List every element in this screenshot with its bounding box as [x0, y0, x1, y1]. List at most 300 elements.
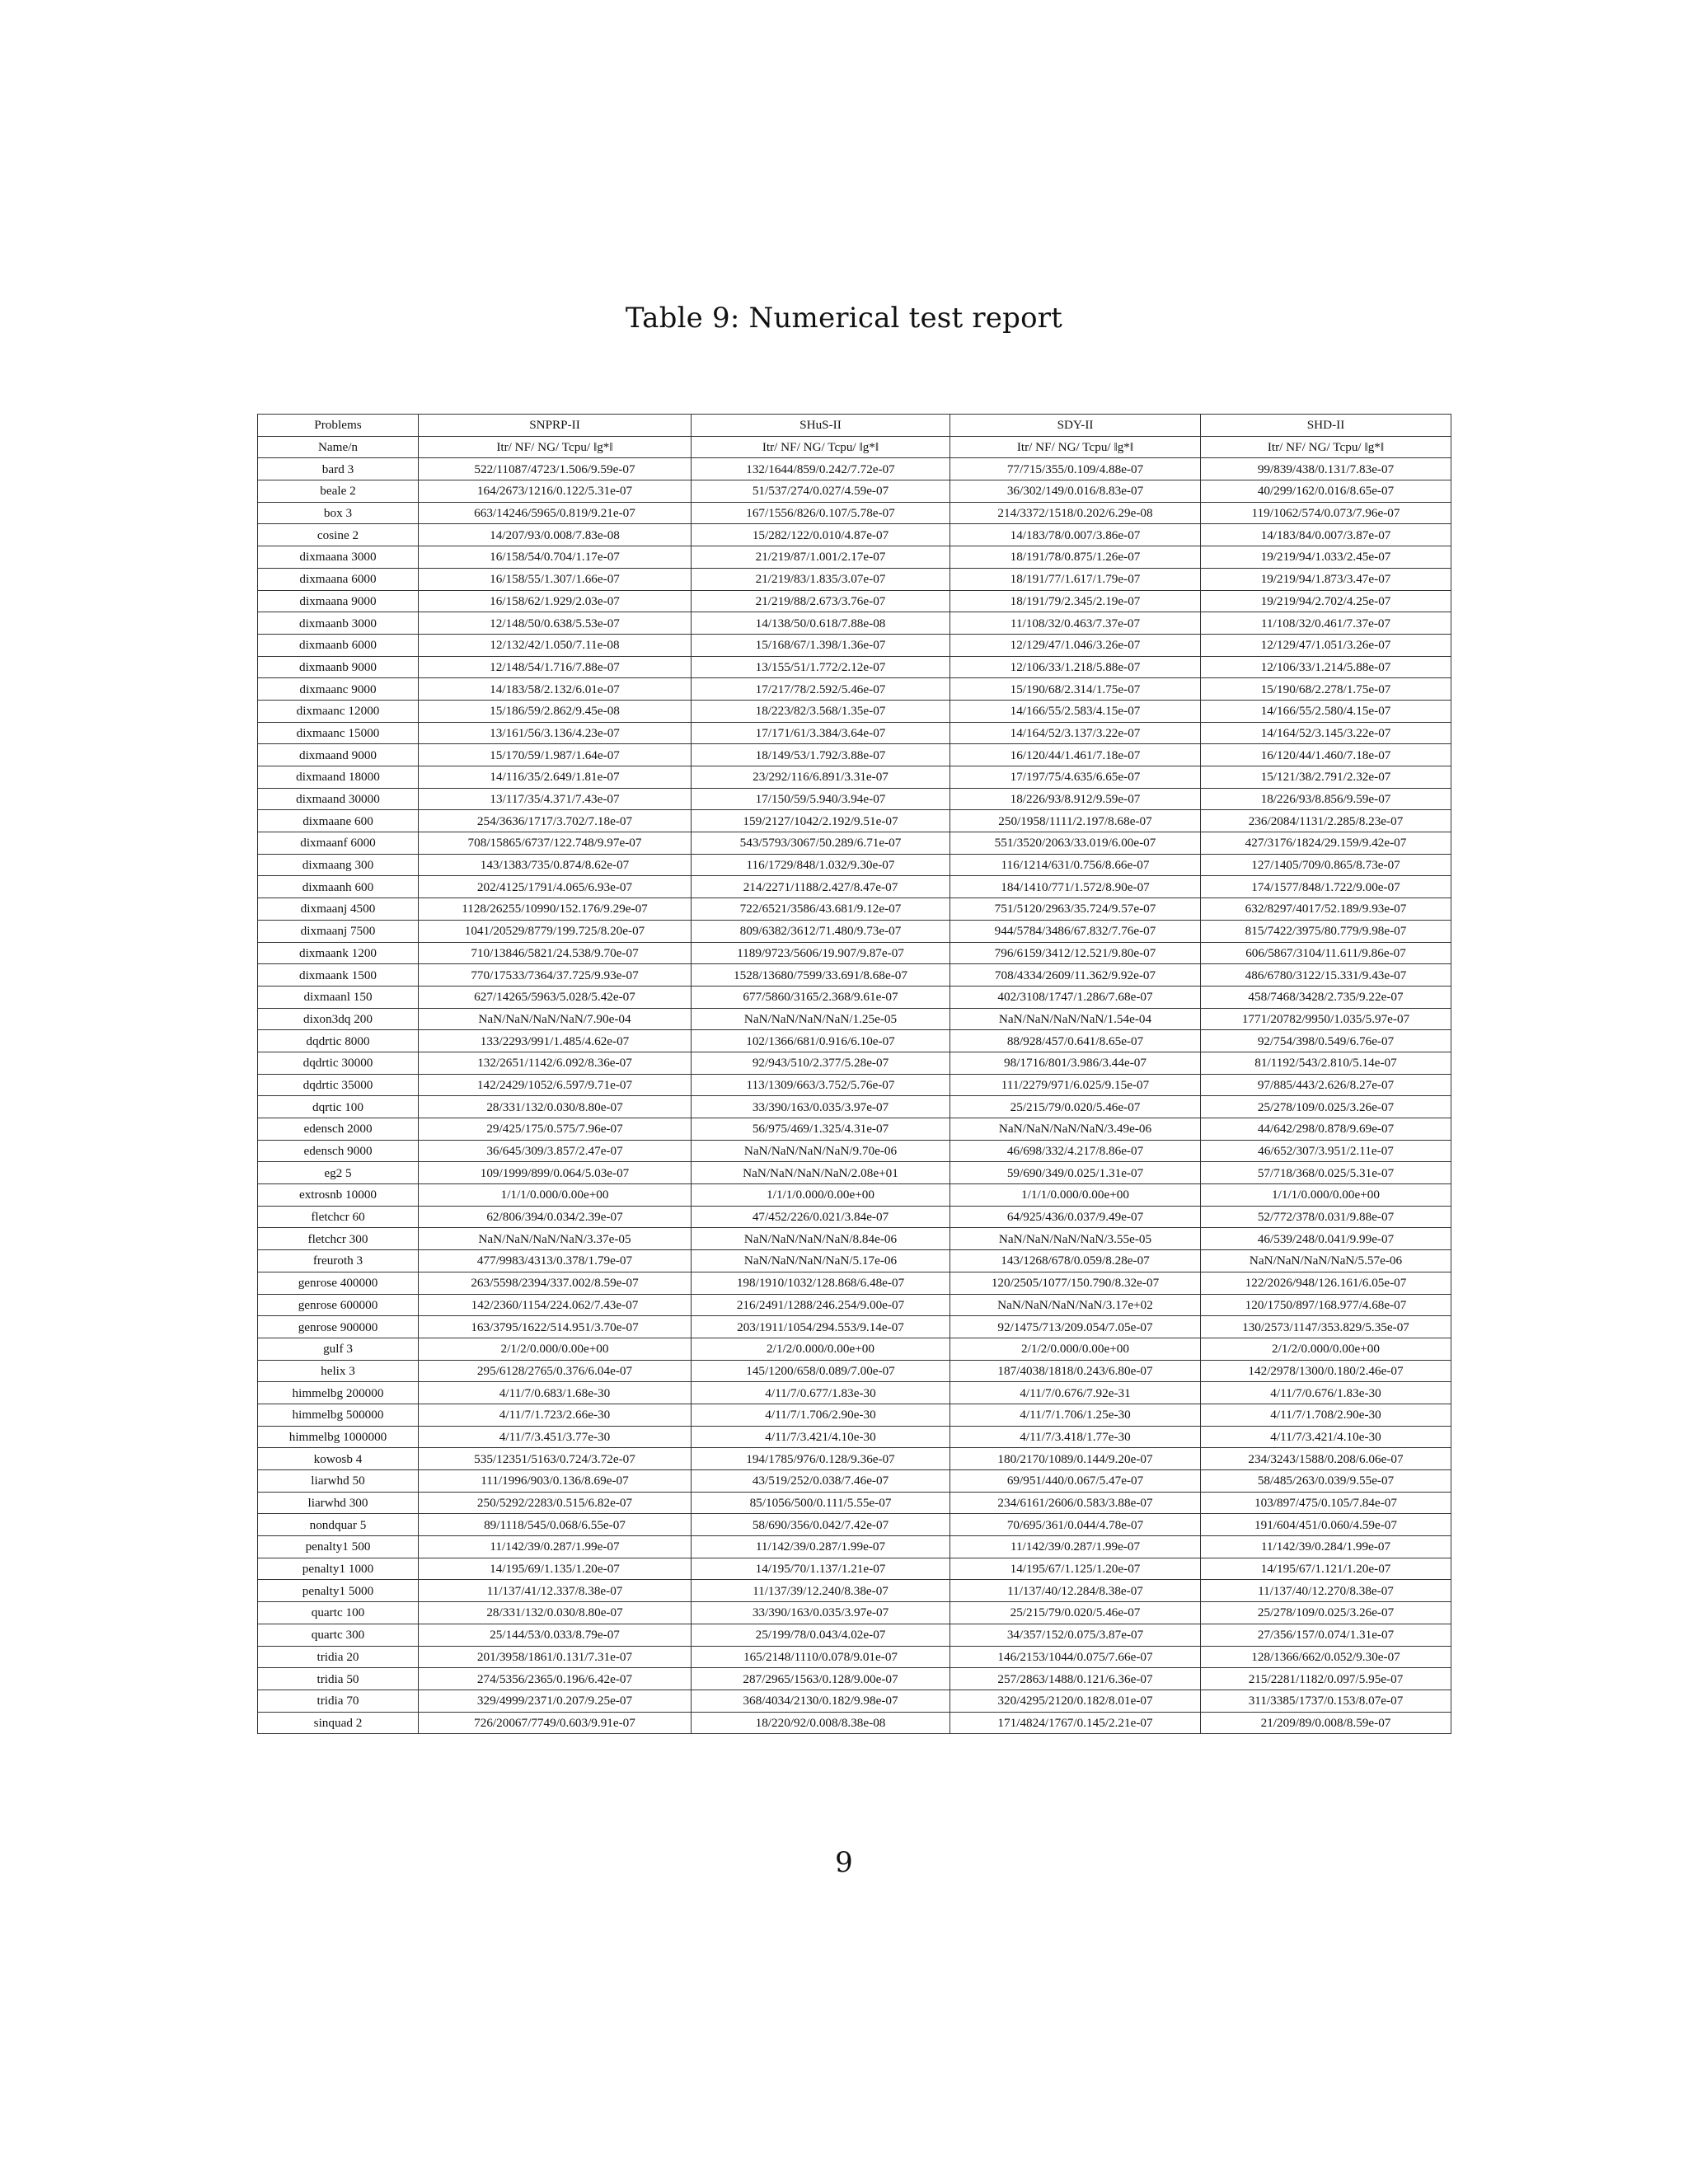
table-row: [258, 546, 1451, 569]
problem-name-cell: liarwhd 300: [258, 1492, 419, 1514]
result-cell: 12/129/47/1.051/3.26e-07: [1201, 634, 1451, 656]
result-cell: 4/11/7/3.421/4.10e-30: [692, 1426, 950, 1448]
result-cell: 12/148/54/1.716/7.88e-07: [419, 656, 692, 678]
numerical-test-report-table: [257, 414, 1451, 1734]
result-cell: 944/5784/3486/67.832/7.76e-07: [950, 920, 1201, 942]
result-cell: 11/137/40/12.270/8.38e-07: [1201, 1580, 1451, 1602]
result-cell: 551/3520/2063/33.019/6.00e-07: [950, 832, 1201, 855]
problem-name-cell: tridia 20: [258, 1646, 419, 1668]
result-cell: 4/11/7/1.706/2.90e-30: [692, 1404, 950, 1426]
problem-name-cell: penalty1 1000: [258, 1558, 419, 1580]
result-cell: 23/292/116/6.891/3.31e-07: [692, 766, 950, 789]
result-cell: 164/2673/1216/0.122/5.31e-07: [419, 480, 692, 503]
result-cell: 4/11/7/3.418/1.77e-30: [950, 1426, 1201, 1448]
result-cell: 201/3958/1861/0.131/7.31e-07: [419, 1646, 692, 1668]
result-cell: 15/190/68/2.314/1.75e-07: [950, 678, 1201, 701]
result-cell: 15/121/38/2.791/2.32e-07: [1201, 766, 1451, 789]
result-cell: 12/106/33/1.218/5.88e-07: [950, 656, 1201, 678]
result-cell: 4/11/7/0.676/1.83e-30: [1201, 1382, 1451, 1404]
result-cell: 102/1366/681/0.916/6.10e-07: [692, 1030, 950, 1052]
result-cell: 19/219/94/1.033/2.45e-07: [1201, 546, 1451, 569]
result-cell: 46/652/307/3.951/2.11e-07: [1201, 1140, 1451, 1162]
result-cell: 46/698/332/4.217/8.86e-07: [950, 1140, 1201, 1162]
result-cell: 142/2360/1154/224.062/7.43e-07: [419, 1294, 692, 1316]
problem-name-cell: box 3: [258, 502, 419, 524]
result-cell: 111/1996/903/0.136/8.69e-07: [419, 1470, 692, 1493]
result-cell: 295/6128/2765/0.376/6.04e-07: [419, 1360, 692, 1382]
result-cell: 13/117/35/4.371/7.43e-07: [419, 788, 692, 810]
problem-name-cell: dixmaank 1500: [258, 964, 419, 987]
result-cell: 14/195/67/1.121/1.20e-07: [1201, 1558, 1451, 1580]
result-cell: 710/13846/5821/24.538/9.70e-07: [419, 942, 692, 964]
table-row: [258, 722, 1451, 744]
result-cell: 159/2127/1042/2.192/9.51e-07: [692, 810, 950, 832]
result-cell: 142/2429/1052/6.597/9.71e-07: [419, 1074, 692, 1096]
result-cell: 14/207/93/0.008/7.83e-08: [419, 524, 692, 546]
table-row: [258, 612, 1451, 635]
result-cell: 4/11/7/0.676/7.92e-31: [950, 1382, 1201, 1404]
problem-name-cell: dixmaand 9000: [258, 744, 419, 766]
result-cell: 2/1/2/0.000/0.00e+00: [1201, 1338, 1451, 1360]
result-cell: 46/539/248/0.041/9.99e-07: [1201, 1228, 1451, 1250]
problem-name-cell: tridia 70: [258, 1690, 419, 1712]
result-cell: 274/5356/2365/0.196/6.42e-07: [419, 1668, 692, 1690]
result-cell: 14/166/55/2.583/4.15e-07: [950, 700, 1201, 722]
table-row: [258, 1646, 1451, 1668]
result-cell: 14/166/55/2.580/4.15e-07: [1201, 700, 1451, 722]
result-cell: 11/142/39/0.287/1.99e-07: [950, 1536, 1201, 1558]
header-row-metrics: [258, 436, 1451, 458]
result-cell: 203/1911/1054/294.553/9.14e-07: [692, 1316, 950, 1338]
problem-name-cell: liarwhd 50: [258, 1470, 419, 1493]
result-cell: NaN/NaN/NaN/NaN/8.84e-06: [692, 1228, 950, 1250]
table-row: [258, 1074, 1451, 1096]
problem-name-cell: tridia 50: [258, 1668, 419, 1690]
problem-name-cell: sinquad 2: [258, 1712, 419, 1734]
result-cell: NaN/NaN/NaN/NaN/3.17e+02: [950, 1294, 1201, 1316]
result-cell: 809/6382/3612/71.480/9.73e-07: [692, 920, 950, 942]
result-cell: 458/7468/3428/2.735/9.22e-07: [1201, 986, 1451, 1008]
result-cell: 1/1/1/0.000/0.00e+00: [692, 1184, 950, 1207]
result-cell: 214/2271/1188/2.427/8.47e-07: [692, 876, 950, 898]
result-cell: 165/2148/1110/0.078/9.01e-07: [692, 1646, 950, 1668]
result-cell: 92/1475/713/209.054/7.05e-07: [950, 1316, 1201, 1338]
header-cell: Problems: [258, 415, 419, 437]
result-cell: 14/195/67/1.125/1.20e-07: [950, 1558, 1201, 1580]
result-cell: 133/2293/991/1.485/4.62e-07: [419, 1030, 692, 1052]
result-cell: 111/2279/971/6.025/9.15e-07: [950, 1074, 1201, 1096]
result-cell: 109/1999/899/0.064/5.03e-07: [419, 1162, 692, 1184]
problem-name-cell: dixmaanc 12000: [258, 700, 419, 722]
result-cell: 14/183/58/2.132/6.01e-07: [419, 678, 692, 701]
result-cell: 85/1056/500/0.111/5.55e-07: [692, 1492, 950, 1514]
problem-name-cell: dixon3dq 200: [258, 1008, 419, 1030]
table-row: [258, 1140, 1451, 1162]
header-cell: Itr/ NF/ NG/ Tcpu/ ‖g*‖: [950, 436, 1201, 458]
problem-name-cell: himmelbg 200000: [258, 1382, 419, 1404]
result-cell: 11/137/39/12.240/8.38e-07: [692, 1580, 950, 1602]
problem-name-cell: dqdrtic 35000: [258, 1074, 419, 1096]
result-cell: 194/1785/976/0.128/9.36e-07: [692, 1448, 950, 1470]
result-cell: 33/390/163/0.035/3.97e-07: [692, 1096, 950, 1118]
result-cell: 14/164/52/3.145/3.22e-07: [1201, 722, 1451, 744]
result-cell: 34/357/152/0.075/3.87e-07: [950, 1624, 1201, 1646]
result-cell: 16/120/44/1.461/7.18e-07: [950, 744, 1201, 766]
problem-name-cell: dixmaanb 9000: [258, 656, 419, 678]
result-cell: NaN/NaN/NaN/NaN/5.17e-06: [692, 1250, 950, 1272]
table-row: [258, 1206, 1451, 1228]
result-cell: 329/4999/2371/0.207/9.25e-07: [419, 1690, 692, 1712]
table-row: [258, 678, 1451, 701]
result-cell: 13/155/51/1.772/2.12e-07: [692, 656, 950, 678]
problem-name-cell: himmelbg 500000: [258, 1404, 419, 1426]
result-cell: 146/2153/1044/0.075/7.66e-07: [950, 1646, 1201, 1668]
result-cell: 120/2505/1077/150.790/8.32e-07: [950, 1272, 1201, 1294]
result-cell: 33/390/163/0.035/3.97e-07: [692, 1602, 950, 1624]
result-cell: 4/11/7/1.706/1.25e-30: [950, 1404, 1201, 1426]
result-cell: 677/5860/3165/2.368/9.61e-07: [692, 986, 950, 1008]
result-cell: 128/1366/662/0.052/9.30e-07: [1201, 1646, 1451, 1668]
result-cell: 29/425/175/0.575/7.96e-07: [419, 1118, 692, 1141]
table-row: [258, 876, 1451, 898]
problem-name-cell: dixmaanj 7500: [258, 920, 419, 942]
table-row: [258, 590, 1451, 612]
result-cell: 21/219/88/2.673/3.76e-07: [692, 590, 950, 612]
table-row: [258, 1712, 1451, 1734]
problem-name-cell: edensch 9000: [258, 1140, 419, 1162]
problem-name-cell: quartc 300: [258, 1624, 419, 1646]
result-cell: 59/690/349/0.025/1.31e-07: [950, 1162, 1201, 1184]
result-cell: 215/2281/1182/0.097/5.95e-07: [1201, 1668, 1451, 1690]
problem-name-cell: dixmaanb 3000: [258, 612, 419, 635]
result-cell: NaN/NaN/NaN/NaN/3.37e-05: [419, 1228, 692, 1250]
result-cell: 28/331/132/0.030/8.80e-07: [419, 1602, 692, 1624]
result-cell: 535/12351/5163/0.724/3.72e-07: [419, 1448, 692, 1470]
result-cell: 18/191/77/1.617/1.79e-07: [950, 568, 1201, 590]
table-row: [258, 1624, 1451, 1646]
result-cell: 51/537/274/0.027/4.59e-07: [692, 480, 950, 503]
result-cell: 89/1118/545/0.068/6.55e-07: [419, 1514, 692, 1536]
result-cell: 14/195/70/1.137/1.21e-07: [692, 1558, 950, 1580]
result-cell: 751/5120/2963/35.724/9.57e-07: [950, 898, 1201, 921]
result-cell: 14/138/50/0.618/7.88e-08: [692, 612, 950, 635]
problem-name-cell: genrose 600000: [258, 1294, 419, 1316]
table-row: [258, 1096, 1451, 1118]
table-row: [258, 986, 1451, 1008]
problem-name-cell: dixmaanh 600: [258, 876, 419, 898]
result-cell: 202/4125/1791/4.065/6.93e-07: [419, 876, 692, 898]
result-cell: 88/928/457/0.641/8.65e-07: [950, 1030, 1201, 1052]
table-row: [258, 1052, 1451, 1074]
result-cell: 234/6161/2606/0.583/3.88e-07: [950, 1492, 1201, 1514]
result-cell: 57/718/368/0.025/5.31e-07: [1201, 1162, 1451, 1184]
result-cell: 17/171/61/3.384/3.64e-07: [692, 722, 950, 744]
result-cell: 28/331/132/0.030/8.80e-07: [419, 1096, 692, 1118]
table-row: [258, 1470, 1451, 1493]
table-row: [258, 1360, 1451, 1382]
result-cell: 15/170/59/1.987/1.64e-07: [419, 744, 692, 766]
result-cell: 311/3385/1737/0.153/8.07e-07: [1201, 1690, 1451, 1712]
result-cell: 64/925/436/0.037/9.49e-07: [950, 1206, 1201, 1228]
result-cell: 522/11087/4723/1.506/9.59e-07: [419, 458, 692, 480]
result-cell: 1528/13680/7599/33.691/8.68e-07: [692, 964, 950, 987]
result-cell: 18/191/78/0.875/1.26e-07: [950, 546, 1201, 569]
result-cell: 11/142/39/0.284/1.99e-07: [1201, 1536, 1451, 1558]
table-row: [258, 480, 1451, 503]
result-cell: 14/183/84/0.007/3.87e-07: [1201, 524, 1451, 546]
result-cell: 257/2863/1488/0.121/6.36e-07: [950, 1668, 1201, 1690]
result-cell: 708/4334/2609/11.362/9.92e-07: [950, 964, 1201, 987]
result-cell: 145/1200/658/0.089/7.00e-07: [692, 1360, 950, 1382]
problem-name-cell: himmelbg 1000000: [258, 1426, 419, 1448]
table-row: [258, 524, 1451, 546]
result-cell: 132/2651/1142/6.092/8.36e-07: [419, 1052, 692, 1074]
problem-name-cell: penalty1 5000: [258, 1580, 419, 1602]
problem-name-cell: dqdrtic 30000: [258, 1052, 419, 1074]
table-row: [258, 1008, 1451, 1030]
result-cell: 122/2026/948/126.161/6.05e-07: [1201, 1272, 1451, 1294]
result-cell: 25/144/53/0.033/8.79e-07: [419, 1624, 692, 1646]
result-cell: 15/190/68/2.278/1.75e-07: [1201, 678, 1451, 701]
result-cell: 1/1/1/0.000/0.00e+00: [1201, 1184, 1451, 1207]
result-cell: NaN/NaN/NaN/NaN/9.70e-06: [692, 1140, 950, 1162]
result-cell: 69/951/440/0.067/5.47e-07: [950, 1470, 1201, 1493]
problem-name-cell: nondquar 5: [258, 1514, 419, 1536]
result-cell: 770/17533/7364/37.725/9.93e-07: [419, 964, 692, 987]
result-cell: NaN/NaN/NaN/NaN/1.54e-04: [950, 1008, 1201, 1030]
table-row: [258, 898, 1451, 921]
header-cell: Itr/ NF/ NG/ Tcpu/ ‖g*‖: [419, 436, 692, 458]
table-row: [258, 788, 1451, 810]
result-cell: 1128/26255/10990/152.176/9.29e-07: [419, 898, 692, 921]
result-cell: NaN/NaN/NaN/NaN/7.90e-04: [419, 1008, 692, 1030]
problem-name-cell: dqrtic 100: [258, 1096, 419, 1118]
result-cell: 16/120/44/1.460/7.18e-07: [1201, 744, 1451, 766]
result-cell: 21/219/87/1.001/2.17e-07: [692, 546, 950, 569]
problem-name-cell: dixmaanc 9000: [258, 678, 419, 701]
result-cell: 4/11/7/3.451/3.77e-30: [419, 1426, 692, 1448]
result-cell: 236/2084/1131/2.285/8.23e-07: [1201, 810, 1451, 832]
result-cell: 722/6521/3586/43.681/9.12e-07: [692, 898, 950, 921]
problem-name-cell: edensch 2000: [258, 1118, 419, 1141]
result-cell: 11/137/41/12.337/8.38e-07: [419, 1580, 692, 1602]
result-cell: 113/1309/663/3.752/5.76e-07: [692, 1074, 950, 1096]
result-cell: 2/1/2/0.000/0.00e+00: [419, 1338, 692, 1360]
header-cell: SNPRP-II: [419, 415, 692, 437]
header-row-methods: [258, 415, 1451, 437]
result-cell: 70/695/361/0.044/4.78e-07: [950, 1514, 1201, 1536]
result-cell: 368/4034/2130/0.182/9.98e-07: [692, 1690, 950, 1712]
table-row: [258, 854, 1451, 876]
header-cell: SHuS-II: [692, 415, 950, 437]
header-cell: Itr/ NF/ NG/ Tcpu/ ‖g*‖: [1201, 436, 1451, 458]
table-row: [258, 1316, 1451, 1338]
result-cell: 18/223/82/3.568/1.35e-07: [692, 700, 950, 722]
table-row: [258, 1580, 1451, 1602]
table-row: [258, 1668, 1451, 1690]
result-cell: 15/168/67/1.398/1.36e-07: [692, 634, 950, 656]
result-cell: 796/6159/3412/12.521/9.80e-07: [950, 942, 1201, 964]
problem-name-cell: fletchcr 60: [258, 1206, 419, 1228]
result-cell: 99/839/438/0.131/7.83e-07: [1201, 458, 1451, 480]
result-cell: 250/5292/2283/0.515/6.82e-07: [419, 1492, 692, 1514]
result-cell: 198/1910/1032/128.868/6.48e-07: [692, 1272, 950, 1294]
result-cell: 21/219/83/1.835/3.07e-07: [692, 568, 950, 590]
result-cell: 11/142/39/0.287/1.99e-07: [419, 1536, 692, 1558]
result-cell: 17/150/59/5.940/3.94e-07: [692, 788, 950, 810]
header-cell: SDY-II: [950, 415, 1201, 437]
table-row: [258, 832, 1451, 855]
table-row: [258, 656, 1451, 678]
problem-name-cell: kowosb 4: [258, 1448, 419, 1470]
result-cell: 2/1/2/0.000/0.00e+00: [950, 1338, 1201, 1360]
problem-name-cell: gulf 3: [258, 1338, 419, 1360]
result-cell: 25/215/79/0.020/5.46e-07: [950, 1602, 1201, 1624]
result-cell: 18/226/93/8.912/9.59e-07: [950, 788, 1201, 810]
result-cell: 40/299/162/0.016/8.65e-07: [1201, 480, 1451, 503]
result-cell: 103/897/475/0.105/7.84e-07: [1201, 1492, 1451, 1514]
table-row: [258, 1690, 1451, 1712]
result-cell: 4/11/7/1.723/2.66e-30: [419, 1404, 692, 1426]
problem-name-cell: dixmaane 600: [258, 810, 419, 832]
result-cell: 427/3176/1824/29.159/9.42e-07: [1201, 832, 1451, 855]
result-cell: 13/161/56/3.136/4.23e-07: [419, 722, 692, 744]
result-cell: 43/519/252/0.038/7.46e-07: [692, 1470, 950, 1493]
result-cell: 216/2491/1288/246.254/9.00e-07: [692, 1294, 950, 1316]
table-body: [258, 415, 1451, 1734]
result-cell: 143/1268/678/0.059/8.28e-07: [950, 1250, 1201, 1272]
problem-name-cell: dixmaanj 4500: [258, 898, 419, 921]
result-cell: 44/642/298/0.878/9.69e-07: [1201, 1118, 1451, 1141]
result-cell: 12/148/50/0.638/5.53e-07: [419, 612, 692, 635]
table-row: [258, 1228, 1451, 1250]
result-cell: 97/885/443/2.626/8.27e-07: [1201, 1074, 1451, 1096]
result-cell: 815/7422/3975/80.779/9.98e-07: [1201, 920, 1451, 942]
result-cell: 627/14265/5963/5.028/5.42e-07: [419, 986, 692, 1008]
problem-name-cell: extrosnb 10000: [258, 1184, 419, 1207]
problem-name-cell: dixmaand 30000: [258, 788, 419, 810]
table-row: [258, 1294, 1451, 1316]
result-cell: 92/754/398/0.549/6.76e-07: [1201, 1030, 1451, 1052]
result-cell: 116/1729/848/1.032/9.30e-07: [692, 854, 950, 876]
problem-name-cell: bard 3: [258, 458, 419, 480]
result-cell: 14/164/52/3.137/3.22e-07: [950, 722, 1201, 744]
result-cell: 11/142/39/0.287/1.99e-07: [692, 1536, 950, 1558]
result-cell: 16/158/62/1.929/2.03e-07: [419, 590, 692, 612]
result-cell: 14/183/78/0.007/3.86e-07: [950, 524, 1201, 546]
problem-name-cell: dixmaanf 6000: [258, 832, 419, 855]
problem-name-cell: dixmaanl 150: [258, 986, 419, 1008]
result-cell: 27/356/157/0.074/1.31e-07: [1201, 1624, 1451, 1646]
result-cell: 25/278/109/0.025/3.26e-07: [1201, 1602, 1451, 1624]
problem-name-cell: helix 3: [258, 1360, 419, 1382]
result-cell: 98/1716/801/3.986/3.44e-07: [950, 1052, 1201, 1074]
table-row: [258, 1118, 1451, 1141]
result-cell: 1/1/1/0.000/0.00e+00: [950, 1184, 1201, 1207]
result-cell: 18/226/93/8.856/9.59e-07: [1201, 788, 1451, 810]
table-row: [258, 766, 1451, 789]
result-cell: 1771/20782/9950/1.035/5.97e-07: [1201, 1008, 1451, 1030]
result-cell: 14/116/35/2.649/1.81e-07: [419, 766, 692, 789]
result-cell: 402/3108/1747/1.286/7.68e-07: [950, 986, 1201, 1008]
header-cell: Itr/ NF/ NG/ Tcpu/ ‖g*‖: [692, 436, 950, 458]
result-cell: 18/149/53/1.792/3.88e-07: [692, 744, 950, 766]
table-row: [258, 1272, 1451, 1294]
table-row: [258, 634, 1451, 656]
table-row: [258, 1250, 1451, 1272]
table-row: [258, 1536, 1451, 1558]
result-cell: 234/3243/1588/0.208/6.06e-07: [1201, 1448, 1451, 1470]
problem-name-cell: dixmaana 3000: [258, 546, 419, 569]
result-cell: NaN/NaN/NaN/NaN/3.49e-06: [950, 1118, 1201, 1141]
result-cell: 130/2573/1147/353.829/5.35e-07: [1201, 1316, 1451, 1338]
result-cell: 486/6780/3122/15.331/9.43e-07: [1201, 964, 1451, 987]
page-number: 9: [835, 1846, 853, 1879]
result-cell: 47/452/226/0.021/3.84e-07: [692, 1206, 950, 1228]
table-row: [258, 810, 1451, 832]
table-row: [258, 502, 1451, 524]
table-row: [258, 1492, 1451, 1514]
problem-name-cell: genrose 900000: [258, 1316, 419, 1338]
result-cell: 17/217/78/2.592/5.46e-07: [692, 678, 950, 701]
result-cell: 21/209/89/0.008/8.59e-07: [1201, 1712, 1451, 1734]
result-cell: 58/690/356/0.042/7.42e-07: [692, 1514, 950, 1536]
result-cell: NaN/NaN/NaN/NaN/1.25e-05: [692, 1008, 950, 1030]
table-row: [258, 1404, 1451, 1426]
result-cell: 92/943/510/2.377/5.28e-07: [692, 1052, 950, 1074]
result-cell: 116/1214/631/0.756/8.66e-07: [950, 854, 1201, 876]
result-cell: 12/132/42/1.050/7.11e-08: [419, 634, 692, 656]
result-cell: 127/1405/709/0.865/8.73e-07: [1201, 854, 1451, 876]
problem-name-cell: genrose 400000: [258, 1272, 419, 1294]
table-row: [258, 920, 1451, 942]
result-cell: NaN/NaN/NaN/NaN/5.57e-06: [1201, 1250, 1451, 1272]
result-cell: 81/1192/543/2.810/5.14e-07: [1201, 1052, 1451, 1074]
result-cell: 2/1/2/0.000/0.00e+00: [692, 1338, 950, 1360]
table-row: [258, 1338, 1451, 1360]
problem-name-cell: dixmaanc 15000: [258, 722, 419, 744]
result-cell: 36/645/309/3.857/2.47e-07: [419, 1140, 692, 1162]
result-cell: 543/5793/3067/50.289/6.71e-07: [692, 832, 950, 855]
problem-name-cell: dixmaanb 6000: [258, 634, 419, 656]
header-cell: Name/n: [258, 436, 419, 458]
result-cell: 708/15865/6737/122.748/9.97e-07: [419, 832, 692, 855]
result-cell: 142/2978/1300/0.180/2.46e-07: [1201, 1360, 1451, 1382]
result-cell: 4/11/7/0.683/1.68e-30: [419, 1382, 692, 1404]
result-cell: 36/302/149/0.016/8.83e-07: [950, 480, 1201, 503]
result-cell: 606/5867/3104/11.611/9.86e-07: [1201, 942, 1451, 964]
problem-name-cell: cosine 2: [258, 524, 419, 546]
header-cell: SHD-II: [1201, 415, 1451, 437]
table-row: [258, 744, 1451, 766]
result-cell: 254/3636/1717/3.702/7.18e-07: [419, 810, 692, 832]
table-row: [258, 458, 1451, 480]
result-cell: 184/1410/771/1.572/8.90e-07: [950, 876, 1201, 898]
result-cell: 4/11/7/3.421/4.10e-30: [1201, 1426, 1451, 1448]
table-row: [258, 964, 1451, 987]
result-cell: 25/278/109/0.025/3.26e-07: [1201, 1096, 1451, 1118]
table-row: [258, 942, 1451, 964]
problem-name-cell: dqdrtic 8000: [258, 1030, 419, 1052]
result-cell: 187/4038/1818/0.243/6.80e-07: [950, 1360, 1201, 1382]
table-row: [258, 1184, 1451, 1207]
problem-name-cell: dixmaand 18000: [258, 766, 419, 789]
result-cell: 25/215/79/0.020/5.46e-07: [950, 1096, 1201, 1118]
problem-name-cell: dixmaana 9000: [258, 590, 419, 612]
table-row: [258, 1030, 1451, 1052]
result-cell: 163/3795/1622/514.951/3.70e-07: [419, 1316, 692, 1338]
table-row: [258, 1448, 1451, 1470]
